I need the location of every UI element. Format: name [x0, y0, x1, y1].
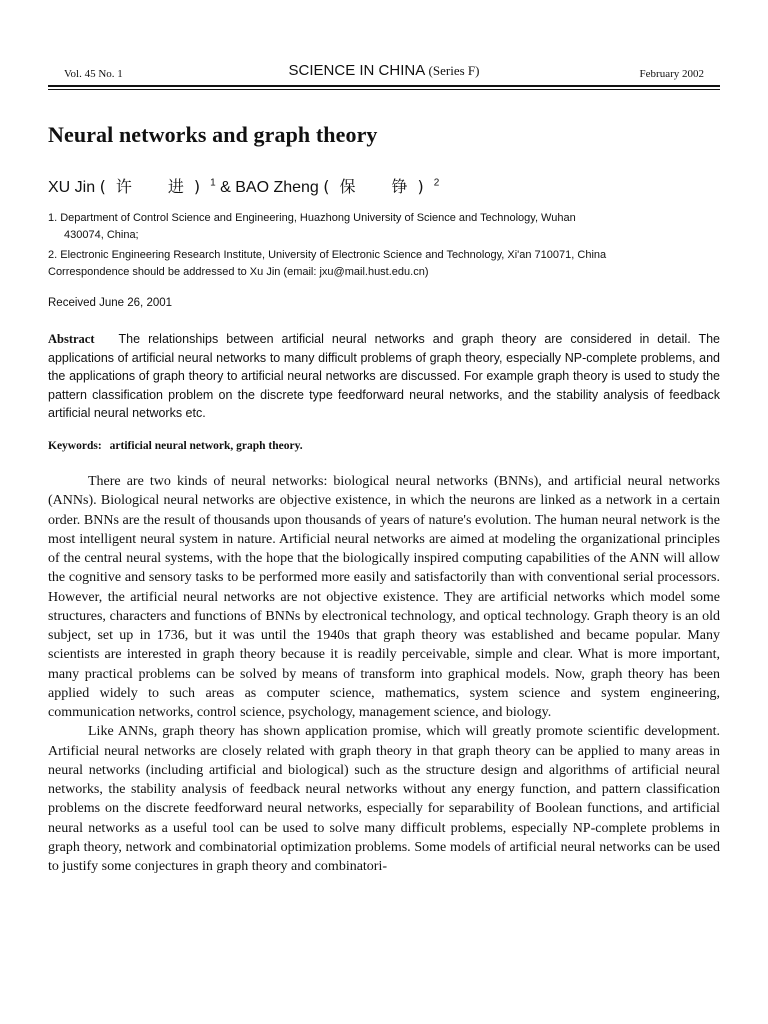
keywords-label: Keywords: [48, 440, 102, 452]
author-2-chinese-name: (保 铮) [323, 177, 434, 196]
author-1-chinese-name: (许 进) [99, 177, 211, 196]
received-date: Received June 26, 2001 [48, 297, 173, 309]
author-line [48, 174, 439, 197]
journal-title: SCIENCE IN CHINA [288, 62, 425, 79]
correspondence-note: Correspondence should be addressed to Xu Jin (email: jxu@mail.hust.edu.cn) [48, 266, 429, 278]
volume-number: Vol. 45 No. 1 [64, 68, 123, 80]
affiliation-1 [48, 210, 720, 244]
body-paragraph-1: There are two kinds of neural networks: biological neural networks (BNNs), and artificial neural networks (ANNs). Biological neural networks are objective existence, in which the neurons are linked as a network in a certain order. BNNs are the result of thousands upon thousands of years of nature's evolution. The human neural network is the most intelligent neural system in nature. Artificial neural networks are aimed at modeling the organizational principles of the central neural systems, with the hope that the biologically inspired computing capabilities of the ANN will allow the cognitive and sensory tasks to be performed more easily and satisfactorily than with conventional serial processors. However, the artificial neural networks are not objective existence. They are artificial networks which model some structures, characters and functions of BNNs by electronical technology, and optical technology. Graph theory is an old subject, set up in 1736, but it was until the 1940s that graph theory was established and became popular. Many scientists are interested in graph theory because it is readily perceivable, simple and clear. What is more important, many practical problems can be solved by means of transform into graphical models. Now, graph theory has been applied widely to such areas as computer science, mathematics, system science and system engineering, communication networks, control science, psychology, management science, and biology. [48, 474, 720, 720]
author-2-name: BAO Zheng [235, 179, 319, 196]
issue-date: February 2002 [639, 68, 704, 80]
abstract-text: The relationships between artificial neural networks and graph theory are considered in detail. The applications of artificial neural networks to many difficult problems of graph theory, especially NP-complete problems, and the applications of graph theory to artificial neural networks are discussed. For example graph theory is used to study the pattern classification problem on the discrete type feedforward neural networks, and the stability analysis of feedback artificial neural networks etc. [48, 332, 720, 420]
article-body [48, 472, 720, 876]
author-separator: & [220, 179, 231, 196]
abstract [48, 330, 720, 423]
running-header [48, 62, 720, 82]
header-rule-thick [48, 85, 720, 87]
abstract-label: Abstract [48, 332, 95, 346]
author-1-affiliation-mark: 1 [210, 177, 216, 189]
header-rule-thin [48, 89, 720, 90]
article-title: Neural networks and graph theory [48, 122, 378, 147]
body-paragraph-2: Like ANNs, graph theory has shown application promise, which will greatly promote scientific development. Artificial neural networks are closely related with graph theory in that graph theory can be applied to many areas in neural networks (including artificial and biological) such as the structure design and algorithms of artificial neural networks, the stability analysis of feedback neural networks without any energy function, and pattern classification problems on the discrete feedforward neural networks, especially for separability of Boolean functions, and artificial neural networks as a useful tool can be used to solve many difficult problems, especially NP-complete problems in graph theory, network and combinatorial optimization problems. Some models of artificial neural networks can be used to justify some conjectures in graph theory and combinatori- [48, 724, 720, 874]
keywords-text: artificial neural network, graph theory. [109, 440, 303, 452]
author-2-affiliation-mark: 2 [433, 177, 440, 189]
keywords [48, 440, 303, 452]
affiliation-2: 2. Electronic Engineering Research Institute, University of Electronic Science and Technology, Xi'an 710071, China [48, 249, 607, 261]
journal-series: (Series F) [428, 63, 480, 78]
journal-name [48, 62, 720, 79]
affiliation-1-line-2: 430074, China; [64, 229, 139, 241]
affiliation-1-line-1: 1. Department of Control Science and Engineering, Huazhong University of Science and Technology, Wuhan [48, 212, 576, 224]
author-1-name: XU Jin [48, 179, 96, 196]
